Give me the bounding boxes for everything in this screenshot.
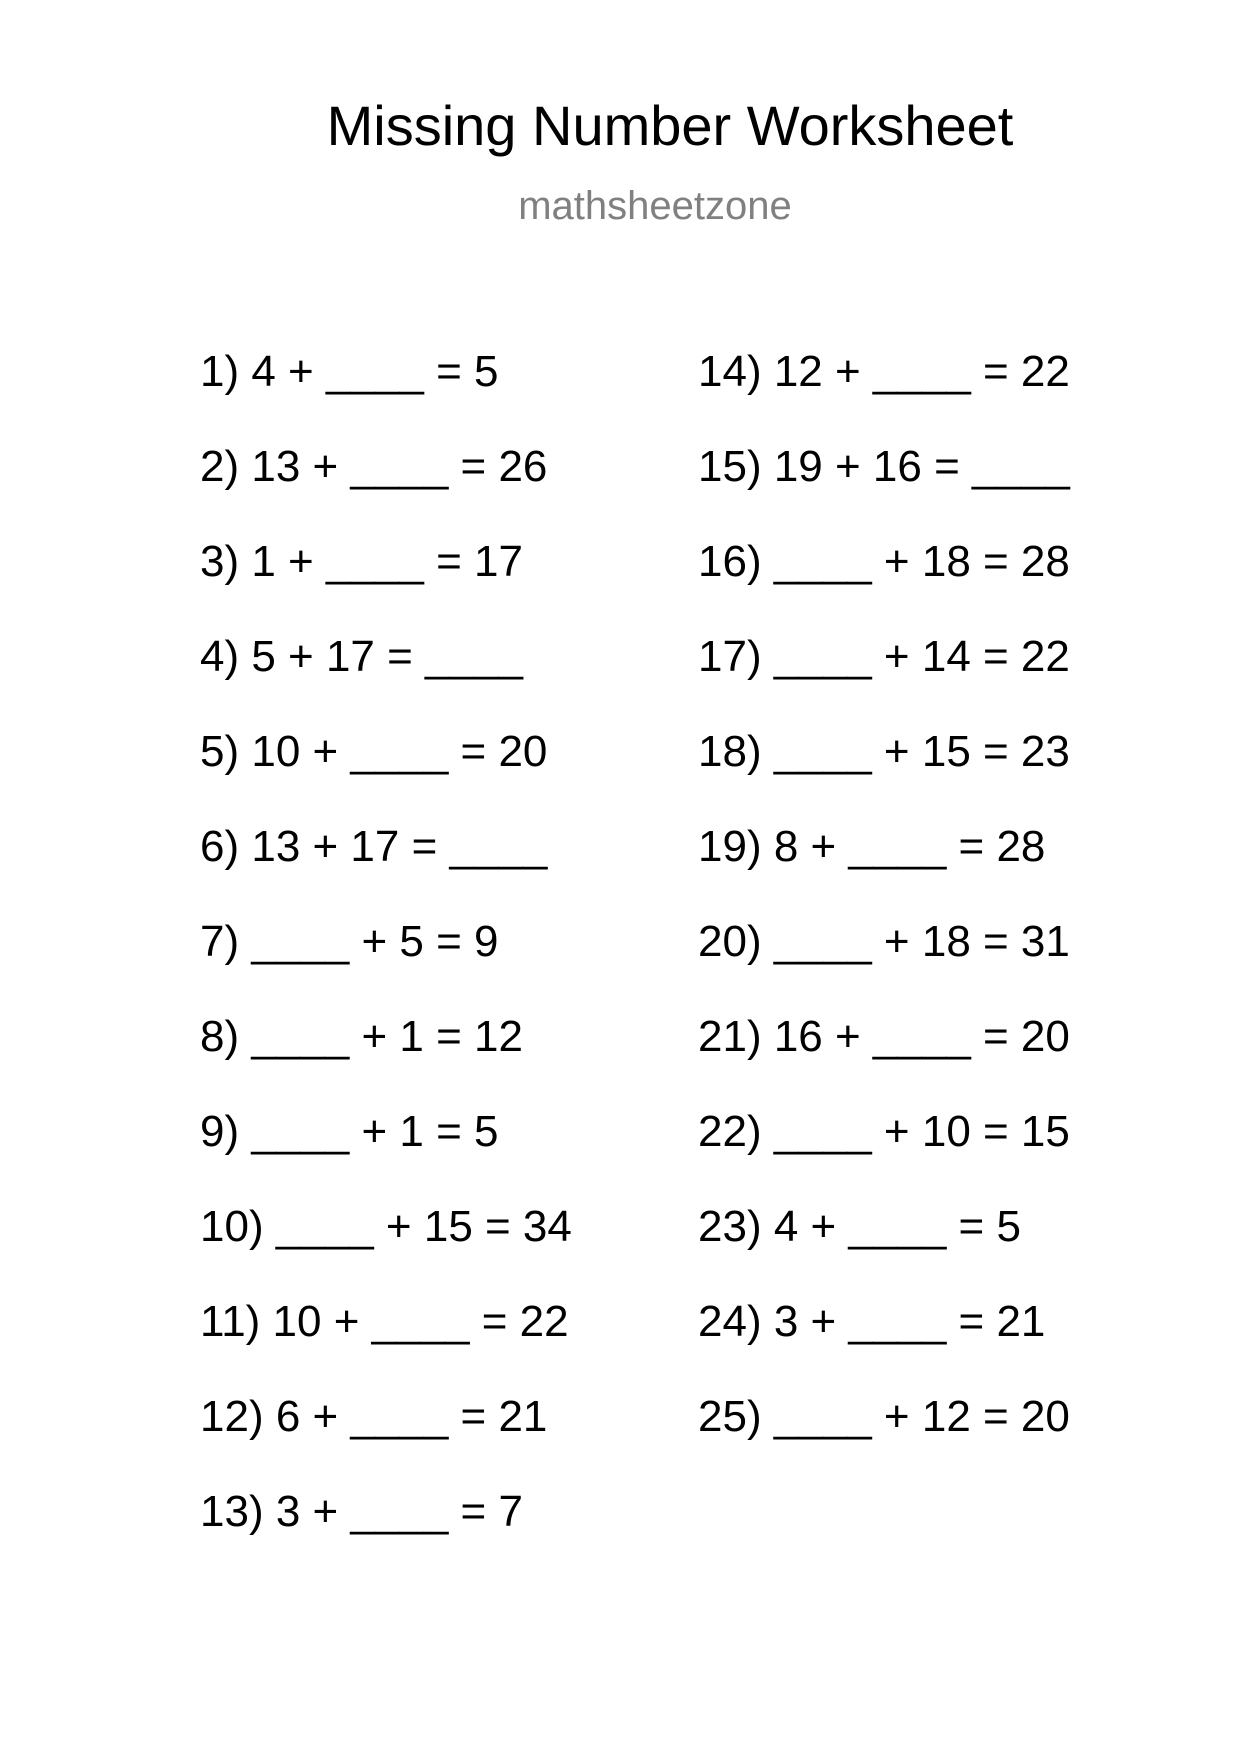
problem-3: 3) 1 + ____ = 17	[200, 537, 523, 586]
problem-10: 10) ____ + 15 = 34	[200, 1202, 572, 1251]
problem-column-right	[698, 347, 1070, 1490]
problem-13: 13) 3 + ____ = 7	[200, 1487, 523, 1536]
problem-16: 16) ____ + 18 = 28	[698, 537, 1070, 586]
problem-9: 9) ____ + 1 = 5	[200, 1107, 499, 1156]
problem-14: 14) 12 + ____ = 22	[698, 347, 1070, 396]
problem-23: 23) 4 + ____ = 5	[698, 1202, 1021, 1251]
problem-6: 6) 13 + 17 = ____	[200, 822, 548, 871]
problem-4: 4) 5 + 17 = ____	[200, 632, 523, 681]
problem-2: 2) 13 + ____ = 26	[200, 442, 548, 491]
problem-7: 7) ____ + 5 = 9	[200, 917, 499, 966]
problem-24: 24) 3 + ____ = 21	[698, 1297, 1046, 1346]
problem-25: 25) ____ + 12 = 20	[698, 1392, 1070, 1441]
problem-8: 8) ____ + 1 = 12	[200, 1012, 523, 1061]
problem-17: 17) ____ + 14 = 22	[698, 632, 1070, 681]
problem-22: 22) ____ + 10 = 15	[698, 1107, 1070, 1156]
problem-1: 1) 4 + ____ = 5	[200, 347, 499, 396]
page-title: Missing Number Worksheet	[326, 94, 1014, 157]
problem-21: 21) 16 + ____ = 20	[698, 1012, 1070, 1061]
problem-12: 12) 6 + ____ = 21	[200, 1392, 548, 1441]
problem-20: 20) ____ + 18 = 31	[698, 917, 1070, 966]
problem-11: 11) 10 + ____ = 22	[200, 1297, 569, 1346]
problem-column-left	[200, 347, 572, 1585]
problem-5: 5) 10 + ____ = 20	[200, 727, 548, 776]
problem-15: 15) 19 + 16 = ____	[698, 442, 1070, 491]
problem-19: 19) 8 + ____ = 28	[698, 822, 1046, 871]
site-name: mathsheetzone	[518, 184, 792, 228]
problem-18: 18) ____ + 15 = 23	[698, 727, 1070, 776]
